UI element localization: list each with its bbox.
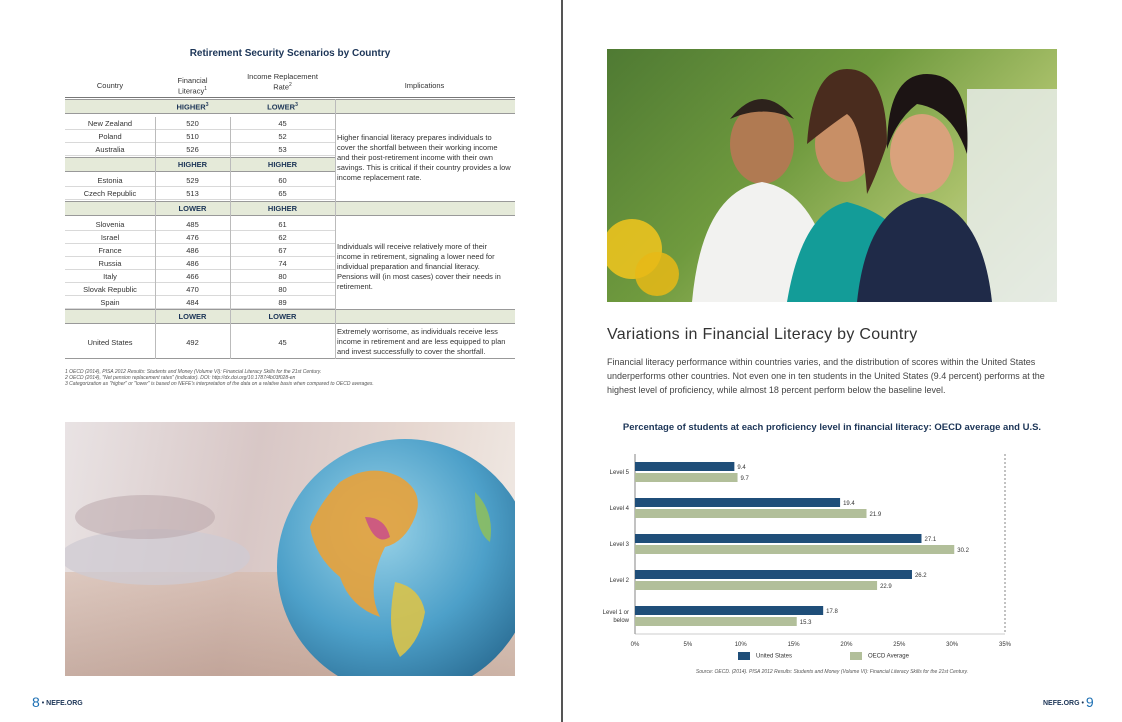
bar-value-label: 22.9	[880, 584, 892, 590]
globe-photo	[65, 422, 515, 676]
header-implications: Implications	[404, 81, 445, 90]
table-row: Russia 486 74	[65, 257, 335, 270]
category-label: Level 2	[609, 578, 629, 584]
x-tick-label: 5%	[683, 642, 693, 648]
category-label: Level 4	[609, 506, 629, 512]
group-band: HIGHER HIGHER	[65, 157, 335, 172]
proficiency-chart	[600, 440, 1040, 650]
table-row: France 486 67	[65, 244, 335, 257]
group-band: LOWER LOWER	[65, 309, 515, 324]
x-tick-label: 20%	[840, 642, 853, 648]
page-gutter	[561, 0, 563, 722]
implication-text: Individuals will receive relatively more of their income in retirement, signaling a lower need for individual preparation and financial literacy. Pensions will (in most cases) cover their needs in retirement.	[337, 242, 501, 291]
chart-title: Percentage of students at each proficiency level in financial literacy: OECD average and U.S.	[622, 422, 1042, 433]
legend-swatch-oecd	[850, 652, 862, 660]
bar-us	[635, 534, 921, 543]
implication-text: Higher financial literacy prepares individuals to cover the shortfall between their working income and their post-retirement income with their own savings. This is critical if their country provides a low income replacement rate.	[337, 133, 511, 182]
bar-value-label: 9.4	[737, 465, 746, 471]
bar-value-label: 15.3	[799, 620, 812, 626]
table-row: United States 492 45 Extremely worrisome, as individuals receive less income in retirement and are less equipped to plan and invest successfully to cover the shortfall.	[65, 325, 515, 359]
bar-value-label: 19.4	[843, 501, 855, 507]
footnotes: 1 OECD (2014), PISA 2012 Results: Students and Money (Volume VI): Financial Literacy Skills for the 21st Century. 2 OECD (2014), "Net pension replacement rates" (indicator). DOI: http://dx.doi.org/10.1787/4b03f028-en 3 Categorization as "higher" or "lower" is based on NEFE's interpretation of the data on a relative basis when compared to OECD averages.	[65, 369, 374, 387]
page-folio-left: 8 • NEFE.ORG	[32, 694, 83, 710]
column-divider	[230, 117, 231, 359]
legend-item-oecd: OECD Average	[850, 652, 909, 660]
category-label: Level 5	[609, 470, 629, 476]
legend-item-us: United States	[738, 652, 792, 660]
bar-oecd	[635, 509, 867, 518]
group-band: LOWER HIGHER	[65, 201, 515, 216]
table-row: Israel 476 62	[65, 231, 335, 244]
table-row: Poland 510 52	[65, 130, 335, 143]
bar-value-label: 17.8	[826, 609, 838, 615]
globe-illustration	[65, 422, 515, 676]
bar-oecd	[635, 617, 797, 626]
page-folio-right: NEFE.ORG • 9	[1043, 694, 1094, 710]
bar-value-label: 9.7	[740, 476, 749, 482]
x-tick-label: 15%	[787, 642, 800, 648]
x-tick-label: 10%	[734, 642, 747, 648]
implication-text: Extremely worrisome, as individuals receive less income in retirement and are less equipped to plan and invest successfully to cover the shortfall.	[337, 327, 506, 356]
table-row: New Zealand 520 45	[65, 117, 335, 130]
table-title: Retirement Security Scenarios by Country	[189, 48, 391, 59]
bar-value-label: 27.1	[924, 537, 937, 543]
bar-us	[635, 570, 912, 579]
legend-swatch-us	[738, 652, 750, 660]
x-tick-label: 25%	[893, 642, 906, 648]
column-divider	[335, 99, 336, 359]
family-photo	[607, 49, 1057, 302]
x-tick-label: 35%	[998, 642, 1012, 648]
bar-oecd	[635, 581, 877, 590]
table-row: Slovak Republic 470 80	[65, 283, 335, 296]
bar-value-label: 30.2	[957, 548, 969, 554]
section-title: Variations in Financial Literacy by Country	[607, 326, 918, 343]
group-band: HIGHER$^3$ LOWER$^3$	[65, 99, 515, 114]
table-row: Czech Republic 513 65	[65, 187, 335, 200]
family-illustration	[607, 49, 1057, 302]
table-row: Italy 466 80	[65, 270, 335, 283]
table-row: Slovenia 485 61	[65, 218, 335, 231]
bar-oecd	[635, 473, 738, 482]
bar-value-label: 26.2	[914, 573, 927, 579]
x-tick-label: 30%	[946, 642, 959, 648]
column-divider	[155, 117, 156, 359]
category-label: below	[613, 618, 629, 624]
header-rule	[65, 97, 515, 98]
x-tick-label: 0%	[630, 642, 640, 648]
table-row: Estonia 529 60	[65, 174, 335, 187]
bar-oecd	[635, 545, 954, 554]
header-income: Income Replacement Rate$^2$	[247, 72, 318, 92]
header-literacy: Financial Literacy$^1$	[177, 76, 208, 96]
category-label: Level 3	[609, 542, 629, 548]
chart-source: Source: OECD. (2014). PISA 2012 Results: Students and Money (Volume VI): Financial Literacy Skills for the 21st Century.	[695, 669, 969, 675]
bar-us	[635, 606, 823, 615]
section-body: Financial literacy performance within countries varies, and the distribution of scores within the United States underperforms other countries. Not even one in ten students in the United States (9.4 percent) performs at the highest level of proficiency, while almost 18 percent perform below the baseline level.	[607, 357, 1045, 395]
bar-us	[635, 498, 840, 507]
bar-value-label: 21.9	[869, 512, 882, 518]
table-row: Australia 526 53	[65, 143, 335, 156]
bar-us	[635, 462, 734, 471]
category-label: Level 1 or	[602, 610, 629, 616]
header-country: Country	[96, 81, 124, 90]
table-row: Spain 484 89	[65, 296, 335, 309]
